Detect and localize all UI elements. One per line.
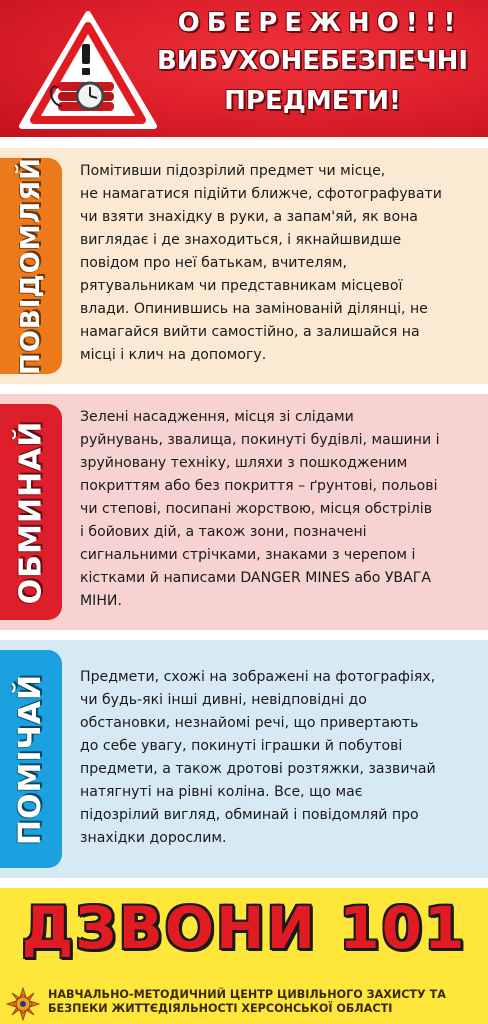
text-line: Помітивши підозрілий предмет чи місце, <box>80 163 386 179</box>
header-title-line-2: ВИБУХОНЕБЕЗПЕЧНІ <box>156 46 469 76</box>
text-line: МІНИ. <box>80 593 122 609</box>
text-line: сигнальними стрічками, знаками з черепом і <box>80 547 416 563</box>
section-notice-text <box>80 666 485 850</box>
section-report-text <box>80 160 485 367</box>
text-line: чи будь-які інші дивні, невідповідні до <box>80 692 367 708</box>
section-avoid <box>0 394 488 630</box>
text-line: покриттям або без покриття – ґрунтові, польові <box>80 478 438 494</box>
side-tab-notice <box>0 650 62 868</box>
text-line: Зелені насадження, місця зі слідами <box>80 409 354 425</box>
text-line: до себе увагу, покинуті іграшки й побутові <box>80 738 403 754</box>
footer-banner <box>0 888 488 1024</box>
text-line: натягнуті на рівні коліна. Все, що має <box>80 784 363 800</box>
org-line-2: БЕЗПЕКИ ЖИТТЄДІЯЛЬНОСТІ ХЕРСОНСЬКОЇ ОБЛАСТІ <box>48 1002 393 1015</box>
text-line: обстановки, незнайомі речі, що привертають <box>80 715 419 731</box>
text-line: і бойових дій, а також зони, позначені <box>80 524 367 540</box>
text-line: знахідки дорослим. <box>80 830 227 846</box>
text-line: виглядає і де знаходиться, і якнайшвидше <box>80 232 402 248</box>
text-line: влади. Опинившись на замінованій ділянці, не <box>80 301 428 317</box>
side-tab-report <box>0 158 62 374</box>
header-title-line-3: ПРЕДМЕТИ! <box>224 86 401 116</box>
side-label-report: ПОВІДОМЛЯЙ <box>16 157 46 375</box>
emergency-call-title: ДЗВОНИ 101 <box>21 894 467 962</box>
text-line: предмети, а також дротові розтяжки, зазвичай <box>80 761 436 777</box>
organization-name <box>48 988 488 1016</box>
text-line: підозрілий вигляд, обминай і повідомляй про <box>80 807 419 823</box>
text-line: чи степові, посипані жорствою, місця обстрілів <box>80 501 433 517</box>
civil-protection-emblem-icon <box>6 987 40 1021</box>
side-label-avoid: ОБМИНАЙ <box>13 420 49 604</box>
text-line: повідом про неї батькам, вчителям, <box>80 255 347 271</box>
text-line: руйнувань, звалища, покинуті будівлі, машини і <box>80 432 440 448</box>
section-notice <box>0 640 488 878</box>
text-line: чи взяти знахідку в руки, а запам'яй, як вона <box>80 209 418 225</box>
text-line: рятувальникам чи представникам місцевої <box>80 278 403 294</box>
text-line: місці і клич на допомогу. <box>80 347 267 363</box>
side-label-notice: ПОМІЧАЙ <box>13 673 49 845</box>
org-line-1: НАВЧАЛЬНО-МЕТОДИЧНИЙ ЦЕНТР ЦИВІЛЬНОГО ЗАХИСТУ ТА <box>48 988 446 1001</box>
text-line: не намагатися підійти ближче, сфотографувати <box>80 186 442 202</box>
warning-triangle-dynamite-icon <box>18 10 158 130</box>
text-line: намагайся вийти самостійно, а залишайся на <box>80 324 420 340</box>
header-banner <box>0 0 488 137</box>
header-title-line-1: ОБЕРЕЖНО!!! <box>177 8 463 38</box>
side-tab-avoid <box>0 404 62 620</box>
section-avoid-text <box>80 406 485 613</box>
section-report <box>0 148 488 384</box>
text-line: зруйновану техніку, шляхи з пошкодженим <box>80 455 408 471</box>
text-line: Предмети, схожі на зображені на фотографіях, <box>80 669 436 685</box>
text-line: кістками й написами DANGER MINES або УВАГА <box>80 570 431 586</box>
